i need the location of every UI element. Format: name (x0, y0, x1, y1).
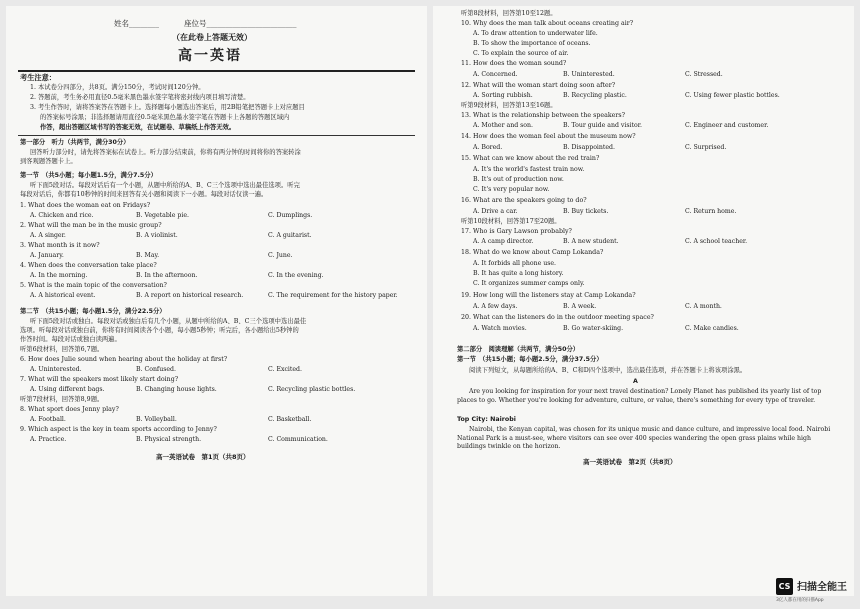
option-a: A. Football. (30, 416, 66, 423)
notice-item: 作答，超出答题区域书写的答案无效，在试题卷、草稿纸上作答无效。 (40, 124, 236, 131)
reading-section1-heading: 第一节 （共15小题；每小题2.5分，满分37.5分） (457, 356, 603, 363)
notice-item: 的答案标号涂黑；非选择题请用直径0.5毫米黑色墨水签字笔在答题卡上各题的答题区域内 (40, 114, 290, 121)
header-divider (18, 70, 415, 72)
scanner-app-name: 扫描全能王 (797, 582, 847, 593)
question-stem: 3. What month is it now? (20, 242, 100, 249)
option-b: B. Changing house lights. (136, 386, 217, 393)
question-stem: 19. How long will the listeners stay at Camp Lokanda? (461, 292, 636, 299)
option-a: A. In the morning. (30, 272, 88, 279)
option-a: A. A camp director. (473, 238, 534, 245)
material-instruction: 听第10段材料，回答第17至20题。 (461, 218, 561, 225)
option-b: B. Physical strength. (136, 436, 202, 443)
question-stem: 2. What will the man be in the music group? (20, 222, 162, 229)
option-a: A. Concerned. (473, 71, 518, 78)
scanner-tagline: 3亿人都在用的扫描App (776, 598, 824, 603)
option-b: B. It's out of production now. (473, 176, 564, 183)
option-a: A. A few days. (473, 303, 518, 310)
option-c: C. To explain the source of air. (473, 50, 569, 57)
option-b: B. Uninterested. (563, 71, 615, 78)
option-b: B. A report on historical research. (136, 292, 244, 299)
passage-paragraph: Nairobi, the Kenyan capital, was chosen for its unique music and dance culture, and impressive local food. Nairobi National Park is a must-see, where visitors can see over 400 species wandering the open grass plains while high buildings twinkle on the horizon. (457, 426, 831, 451)
option-c: C. Surprised. (685, 144, 727, 151)
option-b: B. To show the importance of oceans. (473, 40, 591, 47)
option-c: C. Using fewer plastic bottles. (685, 92, 780, 99)
section1-intro: 每段对话后，你都有10秒钟的时间来回答有关小题和阅读下一小题。每段对话仅读一遍。 (20, 191, 268, 198)
passage-letter: A (633, 378, 638, 385)
option-a: A. Sorting rubbish. (473, 92, 533, 99)
option-b: B. May. (136, 252, 160, 259)
notice-item: 1. 本试卷分四部分，共8页。满分150分，考试时间120分钟。 (30, 84, 205, 91)
seat-field-label: 座位号________________________ (184, 19, 297, 28)
passage-subheading: Top City: Nairobi (457, 416, 516, 423)
part1-intro: 回答听力部分时，请先将答案标在试卷上。听力部分结束前，你将有两分钟的时间将你的答案转涂 (30, 149, 301, 156)
option-a: A. Mother and son. (473, 122, 533, 129)
option-a: A. It forbids all phone use. (473, 260, 557, 267)
option-c: C. A guitarist. (268, 232, 312, 239)
option-a: A. Chicken and rice. (30, 212, 94, 219)
option-b: B. Disappointed. (563, 144, 615, 151)
question-stem: 9. Which aspect is the key in team sports according to Jenny? (20, 426, 217, 433)
camscanner-logo-icon: CS (776, 578, 793, 595)
no-answer-warning: （在此卷上答题无效） (172, 32, 252, 42)
option-b: B. Confused. (136, 366, 176, 373)
name-field-label: 姓名________ (114, 19, 159, 28)
material-instruction: 听第8段材料，回答第10至12题。 (461, 10, 557, 17)
option-c: C. Excited. (268, 366, 302, 373)
part1-heading: 第一部分 听力（共两节，满分30分） (20, 139, 130, 146)
option-b: B. Recycling plastic. (563, 92, 627, 99)
option-b: B. In the afternoon. (136, 272, 198, 279)
question-stem: 10. Why does the man talk about oceans creating air? (461, 20, 634, 27)
question-stem: 12. What will the woman start doing soon after? (461, 82, 616, 89)
option-c: C. It organizes summer camps only. (473, 280, 585, 287)
section2-intro: 作答时间。每段对话或独白读两遍。 (20, 336, 121, 343)
notice-item: 2. 答题前，考生务必用直径0.5毫米黑色墨水签字笔将密封线内项目填写清楚。 (30, 94, 250, 101)
question-stem: 18. What do we know about Camp Lokanda? (461, 249, 604, 256)
option-c: C. Make candies. (685, 325, 739, 332)
notice-item: 3. 考生作答时，请将答案答在答题卡上。选择题每小题选出答案后，用2B铅笔把答题卡上对应题目 (30, 104, 305, 111)
option-a: A. Practice. (30, 436, 67, 443)
option-a: A. Drive a car. (473, 208, 518, 215)
page-footer: 高一英语试卷 第1页（共8页） (156, 453, 250, 461)
page-right (433, 6, 854, 596)
option-a: A. A singer. (30, 232, 66, 239)
option-a: A. Uninterested. (30, 366, 82, 373)
option-c: C. June. (268, 252, 293, 259)
part2-heading: 第二部分 阅读理解（共两节，满分50分） (457, 346, 580, 353)
notice-divider (18, 135, 415, 136)
option-c: C. A school teacher. (685, 238, 748, 245)
option-b: B. A new student. (563, 238, 619, 245)
question-stem: 13. What is the relationship between the speakers? (461, 112, 626, 119)
page-left (6, 6, 427, 596)
question-stem: 7. What will the speakers most likely start doing? (20, 376, 179, 383)
section2-intro: 选项。听每段对话或独白前，你将有时间阅读各个小题，每小题5秒钟；听完后，各小题给出5秒钟的 (20, 327, 299, 334)
material-instruction: 听第9段材料，回答第13至16题。 (461, 102, 557, 109)
option-b: B. It has quite a long history. (473, 270, 564, 277)
option-a: A. To draw attention to underwater life. (473, 30, 598, 37)
notice-heading: 考生注意： (20, 73, 56, 82)
passage-paragraph: Are you looking for inspiration for your next travel destination? Lonely Planet has published its yearly list of top places to go. Whether you're looking for adventure, culture, or value, there's something for every type of traveler. (457, 388, 822, 404)
option-c: C. Recycling plastic bottles. (268, 386, 356, 393)
option-b: B. A violinist. (136, 232, 178, 239)
option-c: C. Dumplings. (268, 212, 313, 219)
option-c: C. It's very popular now. (473, 186, 550, 193)
option-a: A. It's the world's fastest train now. (473, 166, 585, 173)
option-c: C. The requirement for the history paper. (268, 292, 398, 299)
question-stem: 1. What does the woman eat on Fridays? (20, 202, 151, 209)
section1-heading: 第一节 （共5小题；每小题1.5分，满分7.5分） (20, 172, 157, 179)
option-b: B. Tour guide and visitor. (563, 122, 642, 129)
option-c: C. Communication. (268, 436, 328, 443)
exam-title: 高一英语 (178, 48, 242, 64)
question-stem: 17. Who is Gary Lawson probably? (461, 228, 572, 235)
option-b: B. Vegetable pie. (136, 212, 189, 219)
option-c: C. Engineer and customer. (685, 122, 769, 129)
question-stem: 8. What sport does Jenny play? (20, 406, 119, 413)
option-c: C. Return home. (685, 208, 737, 215)
section1-intro: 听下面5段对话。每段对话后有一个小题，从题中所给的A、B、C三个选项中选出最佳选项。听完 (30, 182, 300, 189)
material-instruction: 听第6段材料，回答第6,7题。 (20, 346, 104, 353)
section2-heading: 第二节 （共15小题；每小题1.5分，满分22.5分） (20, 308, 166, 315)
option-a: A. Using different bags. (30, 386, 105, 393)
option-a: A. A historical event. (30, 292, 96, 299)
question-stem: 14. How does the woman feel about the museum now? (461, 133, 636, 140)
question-stem: 5. What is the main topic of the conversation? (20, 282, 167, 289)
option-a: A. Watch movies. (473, 325, 527, 332)
option-c: C. Stressed. (685, 71, 723, 78)
option-c: C. In the evening. (268, 272, 324, 279)
option-b: B. Go water-skiing. (563, 325, 624, 332)
option-b: B. Volleyball. (136, 416, 177, 423)
question-stem: 16. What are the speakers going to do? (461, 197, 587, 204)
material-instruction: 听第7段材料，回答第8,9题。 (20, 396, 104, 403)
option-c: C. Basketball. (268, 416, 312, 423)
reading-section1-intro: 阅读下列短文，从每题所给的A、B、C和D四个选项中，选出最佳选项，并在答题卡上将该项涂黑。 (469, 367, 747, 374)
scanner-watermark (776, 575, 856, 605)
part1-intro: 到客观题答题卡上。 (20, 158, 77, 165)
section2-intro: 听下面5段对话或独白。每段对话或独白后有几个小题，从题中所给的A、B、C三个选项中选出最佳 (30, 318, 307, 325)
option-b: B. A week. (563, 303, 597, 310)
option-b: B. Buy tickets. (563, 208, 609, 215)
question-stem: 11. How does the woman sound? (461, 60, 567, 67)
question-stem: 20. What can the listeners do in the outdoor meeting space? (461, 314, 654, 321)
question-stem: 6. How does Julie sound when hearing about the holiday at first? (20, 356, 228, 363)
page-footer: 高一英语试卷 第2页（共8页） (583, 458, 677, 466)
question-stem: 4. When does the conversation take place? (20, 262, 157, 269)
option-a: A. Bored. (473, 144, 503, 151)
question-stem: 15. What can we know about the red train? (461, 155, 600, 162)
option-a: A. January. (30, 252, 64, 259)
option-c: C. A month. (685, 303, 722, 310)
